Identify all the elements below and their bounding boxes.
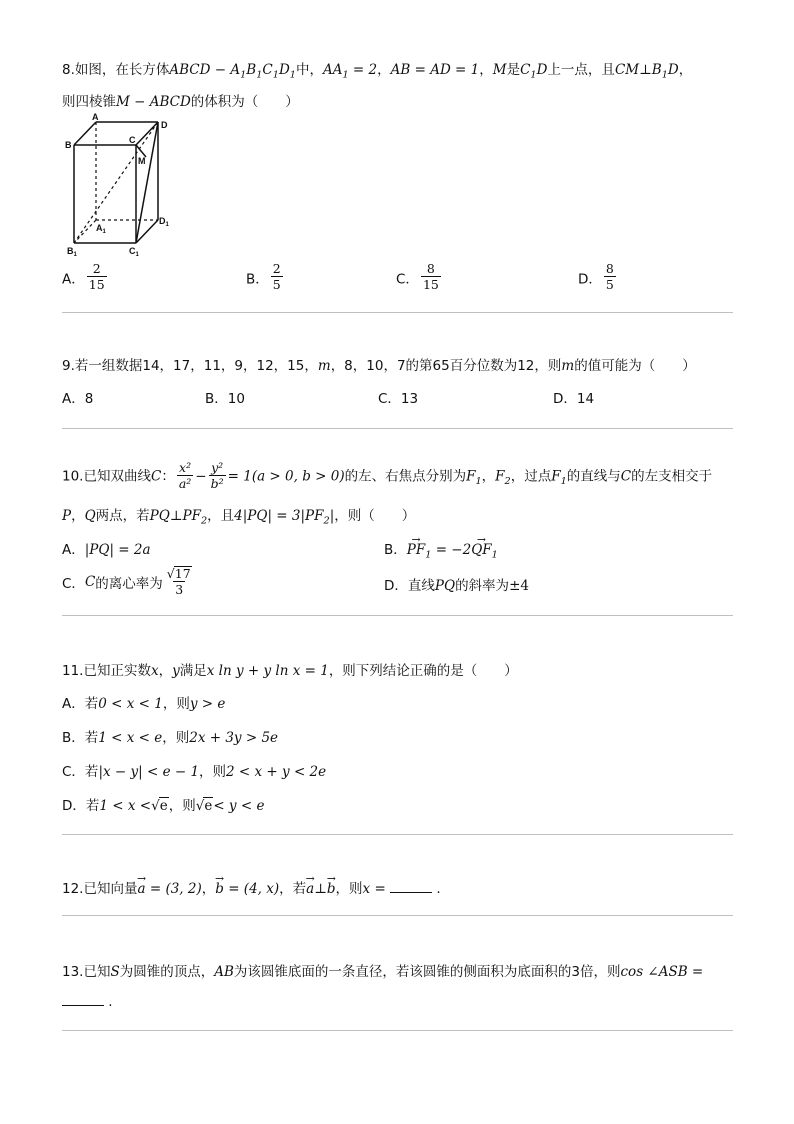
- q8-option-c[interactable]: C． $\frac{8}{15}$: [396, 261, 439, 293]
- q12-answer-blank[interactable]: [390, 880, 432, 893]
- q9-option-b[interactable]: B．10: [205, 391, 245, 407]
- divider: [62, 312, 733, 313]
- divider: [62, 915, 733, 916]
- q9-option-a[interactable]: A．8: [62, 391, 94, 407]
- fig-label-A: A: [92, 112, 99, 122]
- fig-label-B: B: [65, 140, 72, 150]
- divider: [62, 615, 733, 616]
- divider: [62, 428, 733, 429]
- fig-label-B1: $B_1$: [67, 246, 77, 258]
- q8-option-b[interactable]: B． $\frac{2}{5}$: [246, 261, 281, 293]
- q13-answer-blank[interactable]: [62, 993, 104, 1006]
- fig-label-C1: $C_1$: [129, 246, 139, 258]
- q11-option-c[interactable]: C．若|x − y| < e − 1，则2 < x + y < 2e: [62, 764, 327, 780]
- q9-option-d[interactable]: D．14: [553, 391, 595, 407]
- fig-label-D1: $D_1$: [159, 216, 169, 228]
- q10-option-c[interactable]: C．C的离心率为 $\frac{√17}{3}$: [62, 566, 191, 598]
- fig-label-C: C: [129, 135, 136, 145]
- q8-stem-line2: 则四棱锥M − ABCD的体积为（ ）: [62, 94, 299, 110]
- divider: [62, 834, 733, 835]
- q10-stem-line2: P，Q两点，若$PQ\perp PF_2$，且$4|PQ| = 3|PF_2|$，则（ ）: [62, 508, 416, 527]
- q11-option-b[interactable]: B．若1 < x < e，则2x + 3y > 5e: [62, 730, 279, 746]
- q12-stem: 12.已知向量→ a = (3, 2)，→ b = (4, x)，若→ a⊥→ b，则x = .: [62, 877, 441, 897]
- divider: [62, 1030, 733, 1031]
- q13-stem-line1: 13.已知S为圆锥的顶点，AB为该圆锥底面的一条直径，若该圆锥的侧面积为底面积的3倍，则cos ∠ASB =: [62, 964, 704, 980]
- q10-stem-line1: 10.已知双曲线C： $\frac{\text{x²}}{\text{a²}}$ − $\frac{\text{y²}}{\text{b²}}$ = 1(a > 0, b > 0)的左、右焦点分别为$F_1$，$F_2$，过点$F_1$的直线与C的左支相交于: [62, 460, 713, 492]
- fig-label-D: D: [161, 120, 168, 130]
- q8-option-a[interactable]: A． $\frac{2}{15}$: [62, 261, 105, 293]
- fig-label-M: M: [138, 156, 146, 166]
- q10-option-a[interactable]: A．|PQ| = 2a: [62, 542, 151, 558]
- q10-option-b[interactable]: B．→ $PF_1 = -2\to QF_1$: [384, 538, 498, 558]
- q11-stem: 11.已知正实数x，y满足x ln y + y ln x = 1，则下列结论正确的是（ ）: [62, 663, 518, 679]
- q13-stem-line2: .: [62, 993, 113, 1010]
- q8-stem-line1: 8.如图，在长方体ABCD − $A_1B_1C_1D_1$中，$AA_1 = 2$，AB = AD = 1，M是$C_1D$上一点，且$CM\perp B_1D$，: [62, 62, 693, 81]
- q8-prism-figure: [62, 112, 182, 262]
- q9-option-c[interactable]: C．13: [378, 391, 419, 407]
- q11-option-d[interactable]: D．若1 < x <√e，则√e< y < e: [62, 798, 265, 814]
- fig-label-A1: $A_1$: [96, 223, 106, 235]
- q10-option-d[interactable]: D．直线PQ的斜率为±4: [384, 578, 529, 594]
- q9-stem: 9.若一组数据14，17，11，9，12，15，m，8，10，7的第65百分位数为12，则m的值可能为（ ）: [62, 358, 696, 374]
- q11-option-a[interactable]: A．若0 < x < 1，则y > e: [62, 696, 226, 712]
- q8-option-d[interactable]: D． $\frac{8}{5}$: [578, 261, 614, 293]
